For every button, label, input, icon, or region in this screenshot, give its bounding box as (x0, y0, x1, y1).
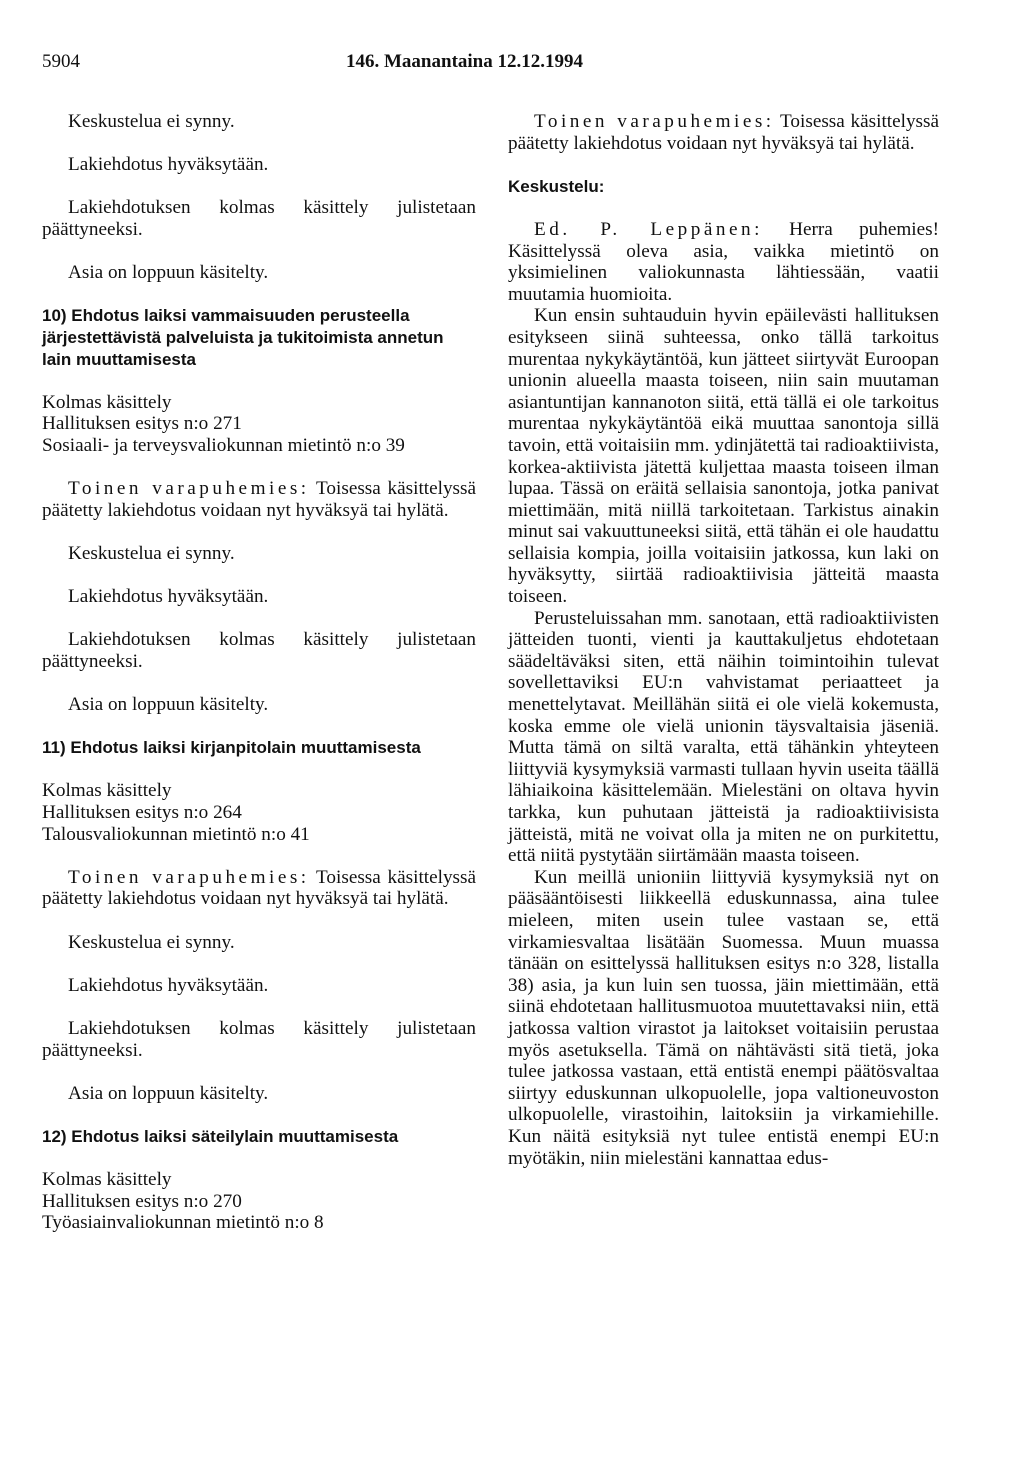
debate-heading: Keskustelu: (508, 176, 605, 196)
speech-paragraph-4: Kun meillä unioniin liittyviä kysymyksiä nyt on pääsääntöisesti liikkeellä eduskunnassa, aina tulee mieleen, miten usein tulee vastaan se, että virkamiesvaltaa lisätään Suomessa. Muun muassa tänään on esittelyssä hallituksen esitys n:o 328, listalla 38) asia, ja kun luin sen tuossa, jäin miettimään, että siinä ehdotetaan hallitusmuotoa muutettavaksi niin, että jatkossa valtion virastot ja laitokset voitaisiin perustaa myös asetuksella. Tämä on nähtävästi sitä tietä, joka tulee jatkossa vastaan, että entistä enempi päätösvaltaa siirtyy eduskunnan ulkopuolelle, jopa valtioneuvoston ulkopuolelle, virastoihin, laitoksiin ja virkamiehille. Kun näitä esityksiä nyt tulee entistä enempi EU:n myötäkin, niin mielestäni kannattaa edus- (508, 866, 939, 1169)
page-number: 5904 (42, 51, 80, 72)
speaker-name: Toinen varapuhemies: (68, 478, 310, 500)
left-column (42, 111, 476, 1234)
approved-text: Lakiehdotus hyväksytään. (68, 974, 269, 996)
committee-report: Sosiaali- ja terveysvaliokunnan mietintö n:o 39 (42, 434, 405, 456)
speech-paragraph-2: Kun ensin suhtauduin hyvin epäilevästi hallituksen esitykseen siinä suhteessa, onko tällä tarkoitus murentaa nykykäytäntöä, kun jätteet siirtyvät Euroopan unionin alueella maasta toiseen, niin sain muutaman asiantuntijan kannanoton siitä, että tällä ei ole tarkoitus murentaa nykykäytäntöä eikä muuttaa sanontoja sillä tavoin, että voitaisiin mm. ydinjätettä tai radioaktiivista, korkea-aktiivista jätettä kuljettaa maasta toiseen ilman lupaa. Tässä on eräitä sellaisia sanontoja, jotka panivat miettimään, mitä niillä tarkoitetaan. Tarkistus ainakin minut sai vakuuttuneeksi siitä, että tähän ei ole haudattu sellaisia kompia, joilla voitaisiin jatkossa, kun laki on hyväksytty, siirtää radioaktiivisia jätteitä maasta toiseen. (508, 305, 939, 608)
speech-paragraph-1 (508, 219, 939, 305)
item-10-title: 10) Ehdotus laiksi vammaisuuden perusteella järjestettävistä palveluista ja tukitoimista annetun lain muuttamisesta (42, 306, 444, 369)
speech-paragraph-3: Perusteluissahan mm. sanotaan, että radioaktiivisten jätteiden tuonti, vienti ja kauttakuljetus ehdotetaan säädeltäväksi siten, että näihin toimintoihin tulevat sovellettaviksi EU:n vahvistamat periaatteet ja menettelytavat. Meillähän siitä ei ole vielä kokemusta, koska emme ole vielä unionin täysvaltaisia jäseniä. Mutta tämä on siltä varalta, että tähänkin yhteyteen liittyviä kysymyksiä varmasti tullaan hyvin useita täällä lähiaikoina käsittelemään. Mielestäni on oltava hyvin tarkka, kun puhutaan jätteistä ja radioaktiivisista jätteistä, mitä ne voivat olla ja miten ne on purkitettu, että niitä pystytään siirtämään maasta toiseen. (508, 607, 939, 867)
speaker-statement (42, 478, 476, 521)
item-11-details (42, 780, 476, 845)
concluded-text: Asia on loppuun käsitelty. (68, 694, 269, 716)
reading-label: Kolmas käsittely (42, 780, 172, 802)
item-10-details (42, 392, 476, 457)
third-reading-declared-text: Lakiehdotuksen kolmas käsittely julistetaan päättyneeksi. (42, 629, 476, 672)
bill-reference: Hallituksen esitys n:o 270 (42, 1190, 242, 1212)
speech-text: Herra puhemies! Käsittelyssä oleva asia, vaikka mietintö on yksimielinen valiokunnasta lähtiessään, vaatii muutamia huomioita. (508, 218, 939, 305)
speaker-name: Toinen varapuhemies: (534, 111, 775, 132)
item-12-details (42, 1169, 476, 1234)
approved-text: Lakiehdotus hyväksytään. (68, 586, 269, 608)
right-column (508, 111, 939, 1169)
third-reading-declared-text: Lakiehdotuksen kolmas käsittely julistetaan päättyneeksi. (42, 197, 476, 240)
speaker-statement (508, 111, 939, 154)
speaker-name: Toinen varapuhemies: (68, 866, 310, 888)
statement-text: Toisessa käsittelyssä päätetty lakiehdotus voidaan nyt hyväksyä tai hylätä. (42, 866, 476, 910)
item-12-title: 12) Ehdotus laiksi säteilylain muuttamisesta (42, 1126, 399, 1146)
statement-text: Toisessa käsittelyssä päätetty lakiehdotus voidaan nyt hyväksyä tai hylätä. (508, 111, 939, 154)
running-header: 146. Maanantaina 12.12.1994 (346, 51, 583, 72)
speaker-name: Ed. P. Leppänen: (534, 218, 763, 240)
concluded-text: Asia on loppuun käsitelty. (68, 262, 269, 284)
bill-reference: Hallituksen esitys n:o 264 (42, 802, 242, 823)
bill-reference: Hallituksen esitys n:o 271 (42, 413, 242, 435)
no-debate-text: Keskustelua ei synny. (68, 111, 235, 132)
committee-report: Työasiainvaliokunnan mietintö n:o 8 (42, 1212, 324, 1234)
reading-label: Kolmas käsittely (42, 1169, 172, 1191)
third-reading-declared-text: Lakiehdotuksen kolmas käsittely julistetaan päättyneeksi. (42, 1017, 476, 1061)
reading-label: Kolmas käsittely (42, 391, 172, 413)
committee-report: Talousvaliokunnan mietintö n:o 41 (42, 823, 310, 845)
statement-text: Toisessa käsittelyssä päätetty lakiehdotus voidaan nyt hyväksyä tai hylätä. (42, 478, 476, 521)
no-debate-text: Keskustelua ei synny. (68, 542, 235, 564)
item-11-title: 11) Ehdotus laiksi kirjanpitolain muuttamisesta (42, 738, 421, 758)
speaker-statement (42, 867, 476, 910)
concluded-text: Asia on loppuun käsitelty. (68, 1082, 269, 1104)
approved-text: Lakiehdotus hyväksytään. (68, 154, 269, 176)
no-debate-text: Keskustelua ei synny. (68, 931, 235, 953)
